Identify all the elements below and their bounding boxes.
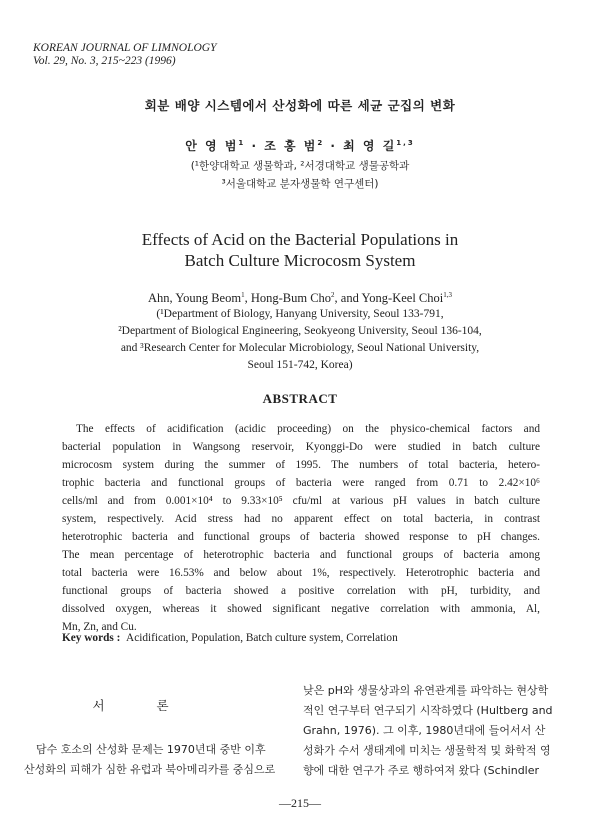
korean-author-3-sup: 1,3 — [396, 139, 415, 147]
english-author-3: Yong-Keel Choi — [361, 291, 444, 305]
author-separator: · — [245, 139, 265, 153]
abstract-line: microcosm system during the summer of 1995. The numbers of total bacteria, hetero- — [62, 459, 540, 471]
english-affiliation-line-1: (¹Department of Biology, Hanyang University, Seoul 133-791, — [156, 308, 444, 320]
korean-author-2-sup: 2 — [317, 139, 325, 147]
body-left-line: 담수 호소의 산성화 문제는 1970년대 중반 이후 — [36, 743, 266, 756]
english-affiliation-line-4: Seoul 151-742, Korea) — [247, 359, 353, 371]
journal-header — [33, 42, 216, 68]
english-author-2-sup: 2 — [331, 290, 335, 299]
body-right-line: 향에 대한 연구가 주로 행하여져 왔다 (Schindler — [303, 764, 540, 777]
author-separator: , — [244, 291, 251, 305]
english-affiliation-line-3: and ³Research Center for Molecular Microbiology, Seoul National University, — [120, 342, 480, 354]
abstract-line: The effects of acidification (acidic proceeding) on the physico-chemical factors and — [76, 423, 540, 435]
english-authors — [0, 291, 600, 306]
keywords-label: Key words : — [62, 632, 121, 644]
english-author-2: Hong-Bum Cho — [250, 291, 332, 305]
body-right-line: 낮은 pH와 생물상과의 유연관계를 파악하는 현상학 — [303, 684, 549, 697]
body-right-line: 적인 연구부터 연구되기 시작하였다 (Hultberg and — [303, 704, 553, 717]
journal-name: KOREAN JOURNAL OF LIMNOLOGY — [33, 42, 217, 54]
keywords-text: Acidification, Population, Batch culture system, Correlation — [126, 632, 398, 644]
korean-author-2: 조 홍 범 — [264, 139, 318, 153]
english-author-1: Ahn, Young Beom — [148, 291, 242, 305]
abstract-heading: ABSTRACT — [262, 391, 338, 406]
korean-title: 회분 배양 시스템에서 산성화에 따른 세균 군집의 변화 — [144, 98, 456, 113]
english-title — [0, 229, 600, 271]
abstract-line: trophic bacteria and functional groups of bacteria were ranged from 0.71 to 2.42×10⁶ — [62, 477, 540, 489]
abstract-line: functional groups of bacteria showed a positive correlation with pH, turbidity, and — [62, 585, 540, 597]
body-right-line: Grahn, 1976). 그 이후, 1980년대에 들어서서 산 — [303, 724, 546, 737]
english-title-line-1: Effects of Acid on the Bacterial Populations in — [141, 230, 459, 249]
page-number: —215— — [279, 796, 321, 810]
korean-affiliation-line-1: (¹한양대학교 생물학과, ²서경대학교 생물공학과 — [190, 160, 410, 172]
abstract-line: system, respectively. Acid stress had no apparent effect on total bacteria, in contrast — [62, 513, 540, 525]
abstract-line: cells/ml and from 0.001×10⁴ to 9.33×10⁵ cfu/ml at various pH values in batch culture — [62, 495, 540, 507]
body-right-line: 성화가 수서 생태계에 미치는 생물학적 및 화학적 영 — [303, 744, 551, 757]
korean-authors — [0, 137, 600, 154]
author-separator: , and — [334, 291, 362, 305]
abstract-line: total bacteria were 16.53% and below about 1%, respectively. Heterotrophic bacteria and — [62, 567, 540, 579]
english-affiliation-line-2: ²Department of Biological Engineering, Seokyeong University, Seoul 136-104, — [118, 325, 482, 337]
abstract-line: bacterial population in Wangsong reservoir, Kyonggi-Do were studied in batch culture — [62, 441, 540, 453]
korean-author-1: 안 영 범 — [185, 139, 239, 153]
abstract-line: dissolved oxygen, whereas it showed significant negative correlation with ammonia, Al, — [62, 603, 540, 615]
english-author-1-sup: 1 — [241, 290, 245, 299]
abstract-line: The mean percentage of heterotrophic bacteria and functional groups of bacteria among — [62, 549, 540, 561]
korean-author-1-sup: 1 — [238, 139, 246, 147]
english-author-3-sup: 1,3 — [443, 290, 452, 299]
author-separator: · — [324, 139, 344, 153]
english-title-line-2: Batch Culture Microcosm System — [184, 251, 416, 270]
body-left-line: 산성화의 피해가 심한 유럽과 북아메리카를 중심으로 — [24, 763, 276, 776]
keywords — [62, 632, 398, 644]
journal-volume: Vol. 29, No. 3, 215~223 (1996) — [33, 55, 176, 67]
abstract-line: Mn, Zn, and Cu. — [62, 621, 137, 633]
abstract-line: heterotrophic bacteria and functional groups of bacteria showed response to pH changes. — [62, 531, 540, 543]
korean-author-3: 최 영 길 — [343, 139, 397, 153]
section-heading-introduction: 서 론 — [92, 698, 193, 713]
korean-affiliation-line-2: ³서울대학교 분자생물학 연구센터) — [221, 178, 379, 190]
